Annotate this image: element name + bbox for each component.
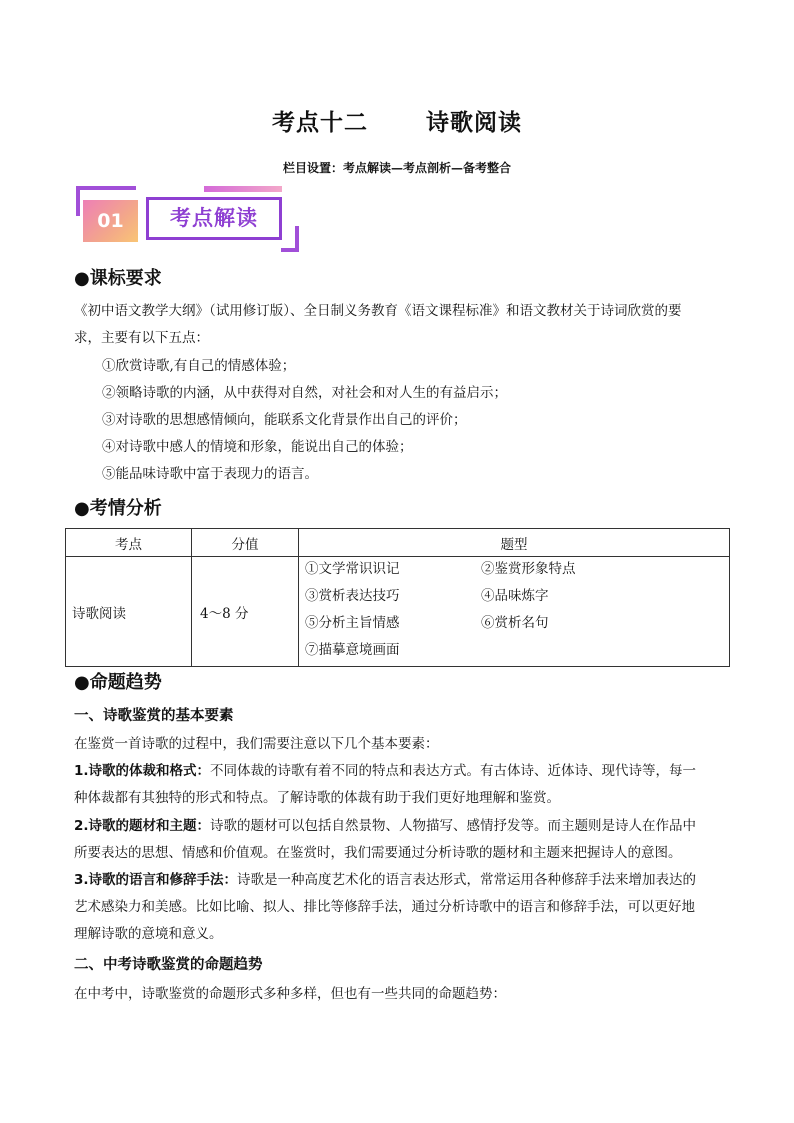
curriculum-intro-line1: 《初中语文教学大纲》（试用修订版）、全日制义务教育《语文课程标准》和语文教材关于诗词欣赏的要	[74, 303, 682, 319]
point-3-line1	[74, 869, 696, 891]
table-cell-score: 4～8 分	[192, 557, 299, 667]
banner-frame-corner-br	[281, 226, 299, 252]
heading-trends: ●命题趋势	[74, 672, 162, 693]
subheading-trends: 二、中考诗歌鉴赏的命题趋势	[74, 957, 263, 973]
title-right: 诗歌阅读	[426, 110, 522, 136]
title-left: 考点十二	[272, 110, 368, 136]
question-type: ④品味炼字	[481, 588, 549, 604]
point-2-line2: 所要表达的思想、情感和价值观。在鉴赏时，我们需要通过分析诗歌的题材和主题来把握诗人的意图。	[74, 845, 682, 861]
curriculum-intro-line2: 求，主要有以下五点：	[74, 330, 209, 346]
heading-curriculum: ●课标要求	[74, 268, 162, 289]
heading-exam-analysis: ●考情分析	[74, 498, 162, 519]
table-row	[66, 557, 730, 667]
point-lead: 2.诗歌的题材和主题：	[74, 818, 211, 834]
table-header: 考点	[66, 529, 192, 557]
point-lead: 3.诗歌的语言和修辞手法：	[74, 872, 238, 888]
point-2-line1	[74, 815, 696, 837]
banner-label: 考点解读	[146, 197, 282, 240]
point-text: 不同体裁的诗歌有着不同的特点和表达方式。有古体诗、近体诗、现代诗等，每一	[210, 763, 697, 779]
question-type: ③赏析表达技巧	[305, 588, 400, 604]
table-cell-topic: 诗歌阅读	[66, 557, 192, 667]
curriculum-item: ②领略诗歌的内涵，从中获得对自然，对社会和对人生的有益启示；	[102, 385, 507, 401]
point-3-line3: 理解诗歌的意境和意义。	[74, 926, 223, 942]
section-banner	[76, 186, 300, 252]
question-type: ①文学常识识记	[305, 561, 400, 577]
table-cell-types	[299, 557, 730, 667]
point-text: 诗歌的题材可以包括自然景物、人物描写、感情抒发等。而主题则是诗人在作品中	[210, 818, 697, 834]
curriculum-item: ③对诗歌的思想感情倾向，能联系文化背景作出自己的评价；	[102, 412, 467, 428]
exam-analysis-table	[65, 528, 730, 667]
curriculum-item: ⑤能品味诗歌中富于表现力的语言。	[102, 466, 318, 482]
question-type: ⑥赏析名句	[481, 615, 549, 631]
table-header: 分值	[192, 529, 299, 557]
table-header: 题型	[299, 529, 730, 557]
banner-frame-bar	[204, 186, 282, 192]
basic-elements-intro: 在鉴赏一首诗歌的过程中，我们需要注意以下几个基本要素：	[74, 736, 439, 752]
point-lead: 1.诗歌的体裁和格式：	[74, 763, 211, 779]
trends-intro: 在中考中，诗歌鉴赏的命题形式多种多样，但也有一些共同的命题趋势：	[74, 986, 506, 1002]
point-1-line1	[74, 760, 696, 782]
point-1-line2: 种体裁都有其独特的形式和特点。了解诗歌的体裁有助于我们更好地理解和鉴赏。	[74, 790, 560, 806]
banner-number: 01	[83, 200, 138, 242]
point-text: 诗歌是一种高度艺术化的语言表达形式，常常运用各种修辞手法来增加表达的	[237, 872, 697, 888]
subheading-basic-elements: 一、诗歌鉴赏的基本要素	[74, 708, 234, 724]
table-header-row	[66, 529, 730, 557]
curriculum-item: ①欣赏诗歌,有自己的情感体验；	[102, 358, 296, 374]
question-type: ⑦描摹意境画面	[305, 642, 400, 658]
question-type: ②鉴赏形象特点	[481, 561, 576, 577]
page-title	[0, 104, 794, 137]
question-type: ⑤分析主旨情感	[305, 615, 400, 631]
page-subtitle: 栏目设置：考点解读—考点剖析—备考整合	[282, 161, 511, 175]
curriculum-item: ④对诗歌中感人的情境和形象，能说出自己的体验；	[102, 439, 413, 455]
point-3-line2: 艺术感染力和美感。比如比喻、拟人、排比等修辞手法，通过分析诗歌中的语言和修辞手法，可以更好地	[74, 899, 695, 915]
